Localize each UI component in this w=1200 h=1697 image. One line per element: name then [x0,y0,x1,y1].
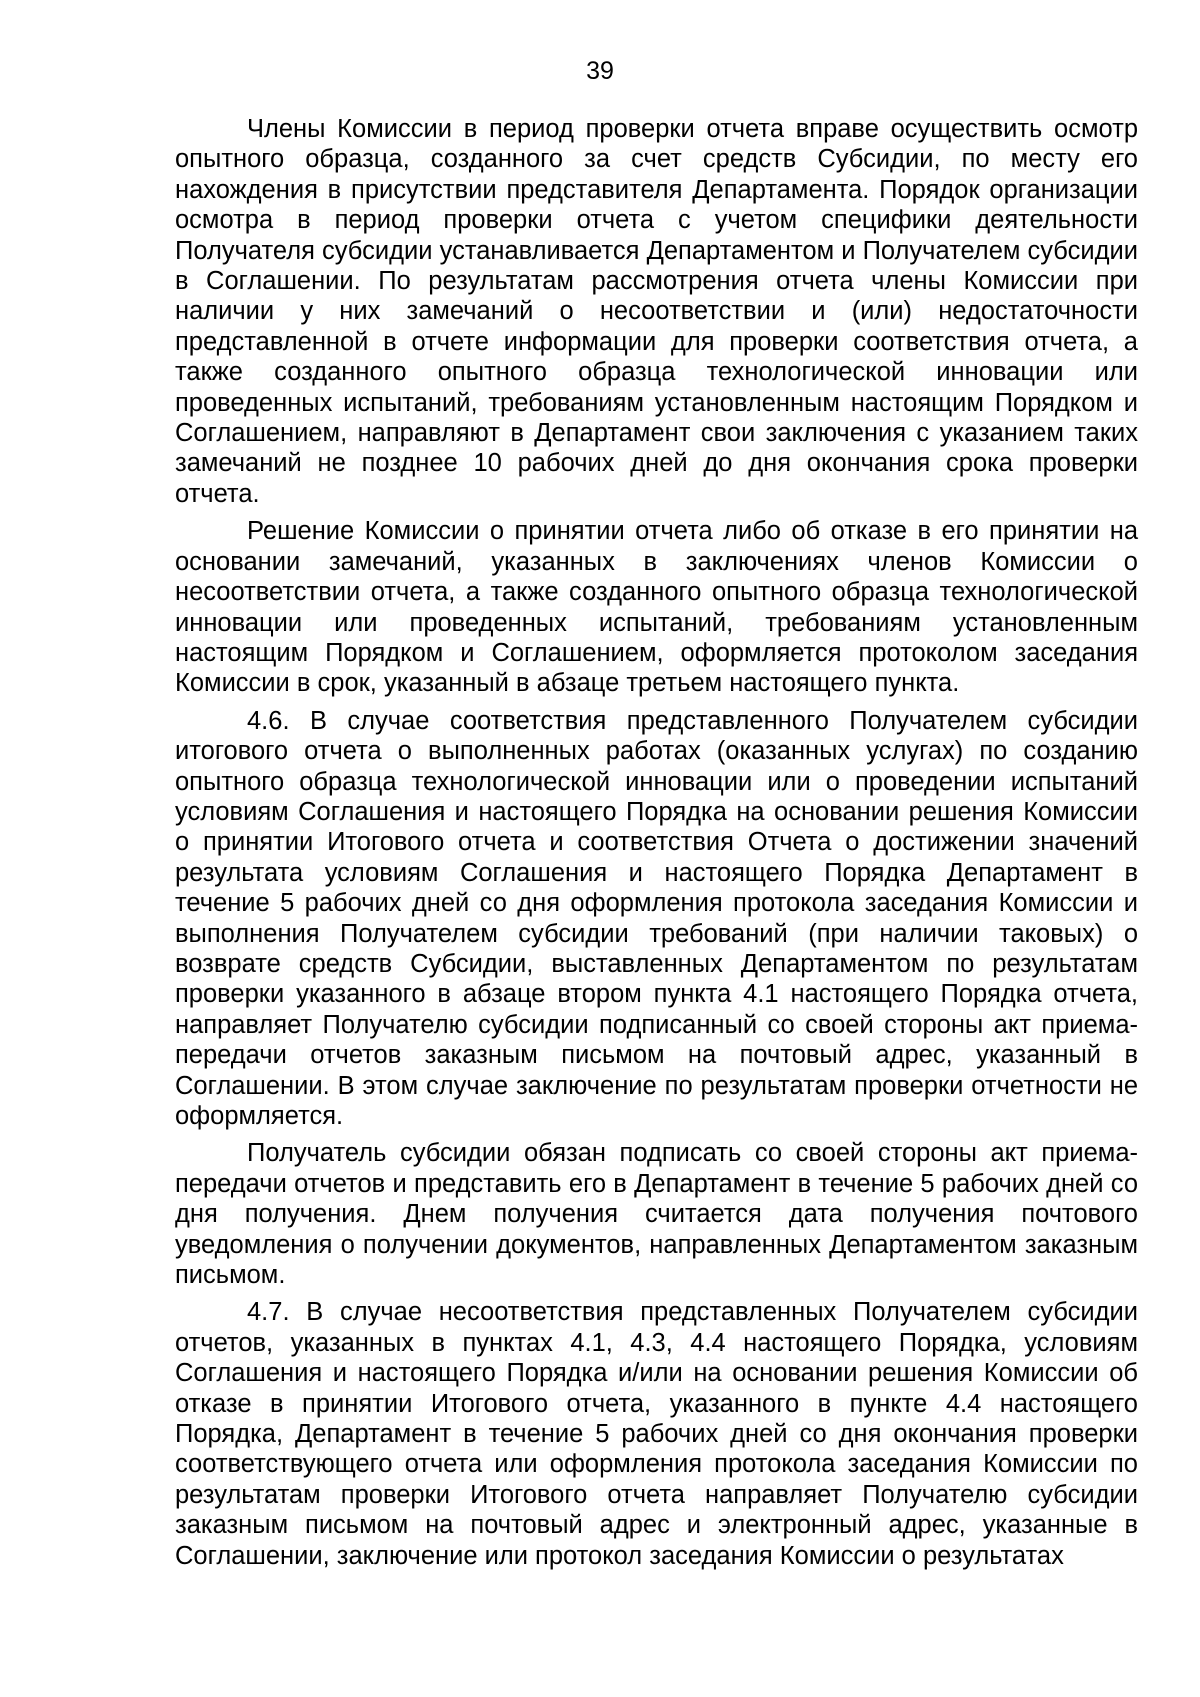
document-body [175,114,1138,1571]
paragraph-recipient-obligation: Получатель субсидии обязан подписать со своей стороны акт приема-передачи отчетов и представить его в Департамент в течение 5 рабочих дней со дня получения. Днем получения считается дата получения почтового уведомления о получении документов, направленных Департаментом заказным письмом. [175,1139,1138,1290]
paragraph-clause-4-7: 4.7. В случае несоответствия представленных Получателем субсидии отчетов, указанных в пунктах 4.1, 4.3, 4.4 настоящего Порядка, условиям Соглашения и настоящего Порядка и/или на основании решения Комиссии об отказе в принятии Итогового отчета, указанного в пункте 4.4 настоящего Порядка, Департамент в течение 5 рабочих дней со дня окончания проверки соответствующего отчета или оформления протокола заседания Комиссии по результатам проверки Итогового отчета направляет Получателю субсидии заказным письмом на почтовый адрес и электронный адрес, указанные в Соглашении, заключение или протокол заседания Комиссии о результатах [175,1298,1138,1570]
paragraph-commission-decision: Решение Комиссии о принятии отчета либо об отказе в его принятии на основании замечаний, указанных в заключениях членов Комиссии о несоответствии отчета, а также созданного опытного образца технологической инновации или проведенных испытаний, требованиям установленным настоящим Порядком и Соглашением, оформляется протоколом заседания Комиссии в срок, указанный в абзаце третьем настоящего пункта. [175,517,1138,698]
paragraph-commission-inspection: Члены Комиссии в период проверки отчета вправе осуществить осмотр опытного образца, созданного за счет средств Субсидии, по месту его нахождения в присутствии представителя Департамента. Порядок организации осмотра в период проверки отчета с учетом специфики деятельности Получателя субсидии устанавливается Департаментом и Получателем субсидии в Соглашении. По результатам рассмотрения отчета члены Комиссии при наличии у них замечаний о несоответствии и (или) недостаточности представленной в отчете информации для проверки соответствия отчета, а также созданного опытного образца технологической инновации или проведенных испытаний, требованиям установленным настоящим Порядком и Соглашением, направляют в Департамент свои заключения с указанием таких замечаний не позднее 10 рабочих дней до дня окончания срока проверки отчета. [175,115,1138,508]
paragraph-clause-4-6: 4.6. В случае соответствия представленного Получателем субсидии итогового отчета о выполненных работах (оказанных услугах) по созданию опытного образца технологической инновации или о проведении испытаний условиям Соглашения и настоящего Порядка на основании решения Комиссии о принятии Итогового отчета и соответствия Отчета о достижении значений результата условиям Соглашения и настоящего Порядка Департамент в течение 5 рабочих дней со дня оформления протокола заседания Комиссии и выполнения Получателем субсидии требований (при наличии таковых) о возврате средств Субсидии, выставленных Департаментом по результатам проверки указанного в абзаце втором пункта 4.1 настоящего Порядка отчета, направляет Получателю субсидии подписанный со своей стороны акт приема-передачи отчетов заказным письмом на почтовый адрес, указанный в Соглашении. В этом случае заключение по результатам проверки отчетности не оформляется. [175,706,1138,1130]
page-number: 39 [586,57,614,85]
